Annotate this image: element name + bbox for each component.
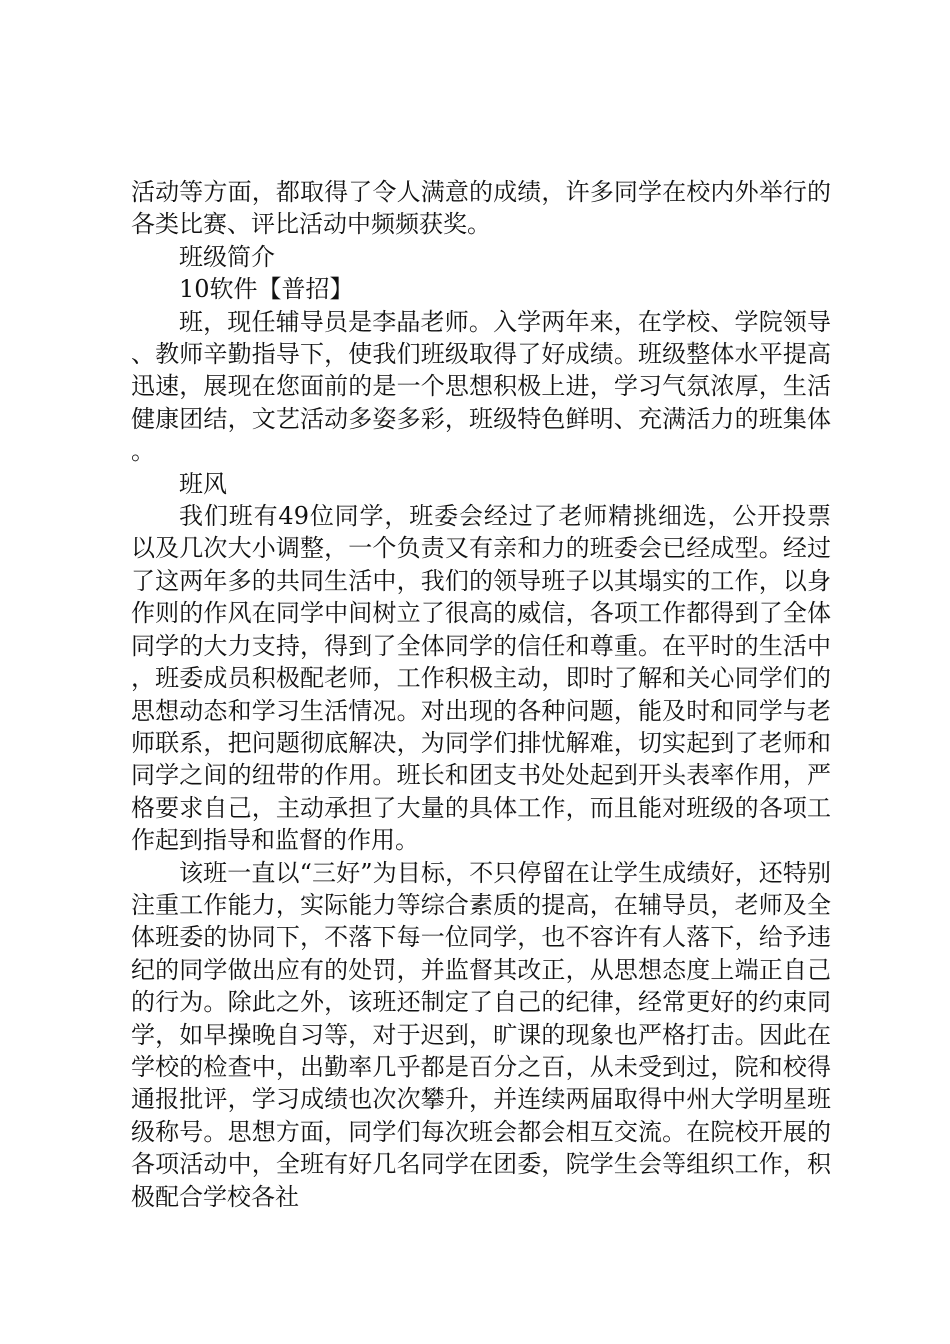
paragraph-class-committee: 我们班有49位同学，班委会经过了老师精挑细选，公开投票以及几次大小调整，一个负责又有亲和力的班委会已经成型。经过了这两年多的共同生活中，我们的领导班子以其塌实的工作，以身作则的作风在同学中间树立了很高的威信，各项工作都得到了全体同学的大力支持，得到了全体同学的信任和尊重。在平时的生活中，班委成员积极配老师，工作积极主动，即时了解和关心同学们的思想动态和学习生活情况。对出现的各种问题，能及时和同学与老师联系，把问题彻底解决，为同学们排忧解难，切实起到了老师和同学之间的纽带的作用。班长和团支书处处起到开头表率作用，严格要求自己，主动承担了大量的具体工作，而且能对班级的各项工作起到指导和监督的作用。 <box>131 502 831 855</box>
heading-class-name: 10软件【普招】 <box>179 275 354 304</box>
heading-class-intro: 班级简介 <box>179 242 275 271</box>
paragraph-class-overview: 班，现任辅导员是李晶老师。入学两年来，在学校、学院领导、教师辛勤指导下，使我们班级取得了好成绩。班级整体水平提高迅速，展现在您面前的是一个思想积极上进，学习气氛浓厚，生活健康团结，文艺活动多姿多彩，班级特色鲜明、充满活力的班集体。 <box>131 307 831 466</box>
paragraph-three-goods: 该班一直以“三好”为目标，不只停留在让学生成绩好，还特别注重工作能力，实际能力等综合素质的提高，在辅导员，老师及全体班委的协同下，不落下每一位同学，也不容许有人落下，给予违纪的同学做出应有的处罚，并监督其改正，从思想态度上端正自己的行为。除此之外，该班还制定了自己的纪律，经常更好的约束同学，如早操晚自习等，对于迟到，旷课的现象也严格打击。因此在学校的检查中，出勤率几乎都是百分之百，从未受到过，院和校得通报批评，学习成绩也次次攀升，并连续两届取得中州大学明星班级称号。思想方面，同学们每次班会都会相互交流。在院校开展的各项活动中，全班有好几名同学在团委，院学生会等组织工作，积极配合学校各社 <box>131 858 831 1211</box>
paragraph-continuation: 活动等方面，都取得了令人满意的成绩，许多同学在校内外举行的各类比赛、评比活动中频频获奖。 <box>131 178 831 239</box>
heading-class-style: 班风 <box>179 469 227 498</box>
document-body <box>131 176 831 1213</box>
